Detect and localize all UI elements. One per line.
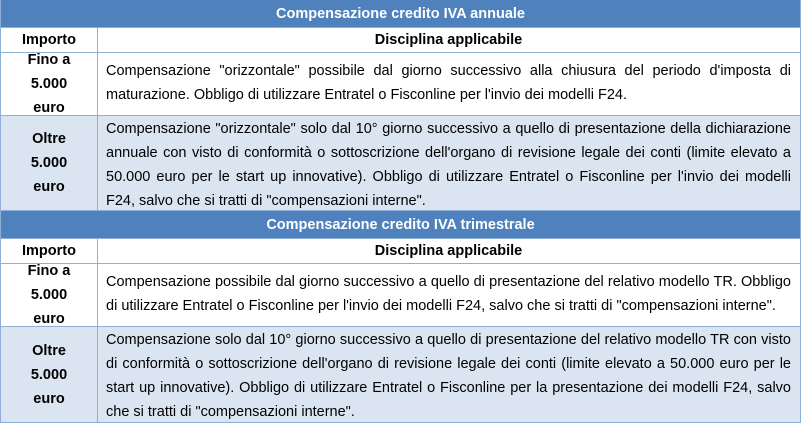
column-header-importo: Importo <box>1 239 98 263</box>
column-header-disciplina: Disciplina applicabile <box>374 243 523 259</box>
importo-line: 5.000 <box>30 287 68 303</box>
importo-line: 5.000 <box>30 366 68 383</box>
table-row <box>1 116 800 211</box>
importo-cell <box>1 327 98 422</box>
importo-cell <box>1 264 98 326</box>
importo-line: Oltre <box>32 342 66 359</box>
section-title-trimestrale: Compensazione credito IVA trimestrale <box>1 211 800 239</box>
disciplina-cell: Compensazione possibile dal giorno successivo a quello di presentazione del relativo modello TR. Obbligo di utilizzare Entratel o Fisconline per l'invio dei modelli F24, salvo che si tratti di "compensazioni interne". <box>106 274 791 314</box>
importo-line: 5.000 <box>30 76 68 92</box>
importo-cell <box>1 116 98 210</box>
importo-cell <box>1 53 98 115</box>
header-row-trimestrale <box>1 239 800 264</box>
importo-line: euro <box>33 311 65 327</box>
column-header-disciplina: Disciplina applicabile <box>374 32 523 48</box>
table-row <box>1 264 800 327</box>
importo-line: euro <box>33 100 65 116</box>
disciplina-cell: Compensazione "orizzontale" solo dal 10° giorno successivo a quello di presentazione della dichiarazione annuale con visto di conformità o sottoscrizione dell'organo di revisione legale dei conti (limite elevato a 50.000 euro per le start up innovative). Obbligo di utilizzare Entratel o Fisconline per l'invio dei modelli F24, salvo che si tratti di "compensazioni interne". <box>106 121 791 209</box>
importo-line: euro <box>33 179 65 195</box>
disciplina-cell: Compensazione solo dal 10° giorno successivo a quello di presentazione del relativo modello TR con visto di conformità o sottoscrizione dell'organo di revisione legale dei conti (limite elevato a 50.000 euro per le start up innovative). Obbligo di utilizzare Entratel o Fisconline per la presentazione dei modelli F24, salvo che si tratti di "compensazioni interne". <box>106 332 791 420</box>
disciplina-cell: Compensazione "orizzontale" possibile dal giorno successivo alla chiusura del periodo d'imposta di maturazione. Obbligo di utilizzare Entratel o Fisconline per l'invio dei modelli F24. <box>106 63 791 103</box>
table-row <box>1 53 800 116</box>
importo-line: Oltre <box>32 131 66 147</box>
section-title-annuale: Compensazione credito IVA annuale <box>1 0 800 28</box>
importo-line: Fino a <box>27 52 71 68</box>
column-header-importo: Importo <box>1 28 98 52</box>
importo-line: euro <box>33 390 65 407</box>
importo-line: Fino a <box>27 263 71 279</box>
table-row <box>1 327 800 423</box>
header-row-annuale <box>1 28 800 53</box>
importo-line: 5.000 <box>30 155 68 171</box>
